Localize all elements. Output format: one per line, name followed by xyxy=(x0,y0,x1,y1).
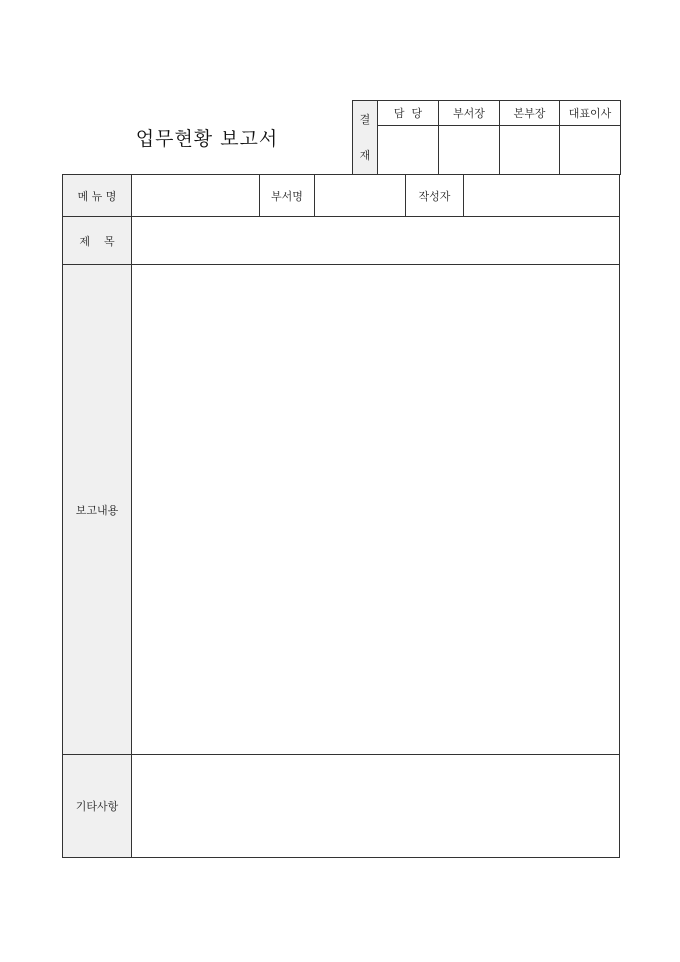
menu-name-label: 메 뉴 명 xyxy=(63,175,132,217)
report-form-table xyxy=(62,174,620,858)
document-title: 업무현황 보고서 xyxy=(135,127,279,150)
subject-field[interactable] xyxy=(132,217,620,265)
menu-name-field[interactable] xyxy=(132,175,260,217)
approval-side-label-top: 결 xyxy=(359,112,371,126)
approval-table xyxy=(352,100,621,175)
subject-label: 제 목 xyxy=(63,217,132,265)
approval-sign-dept-head[interactable] xyxy=(439,126,500,175)
approval-header-ceo: 대표이사 xyxy=(560,101,621,126)
author-field[interactable] xyxy=(464,175,620,217)
approval-sign-division-head[interactable] xyxy=(500,126,560,175)
approval-side-label xyxy=(353,101,378,175)
approval-header-dept-head: 부서장 xyxy=(439,101,500,126)
author-label: 작성자 xyxy=(406,175,464,217)
approval-header-charge: 담 당 xyxy=(378,101,439,126)
other-notes-field[interactable] xyxy=(132,755,620,858)
approval-sign-charge[interactable] xyxy=(378,126,439,175)
report-content-label: 보고내용 xyxy=(63,265,132,755)
approval-side-label-bottom: 재 xyxy=(359,148,371,162)
dept-name-field[interactable] xyxy=(315,175,406,217)
approval-sign-ceo[interactable] xyxy=(560,126,621,175)
report-content-field[interactable] xyxy=(132,265,620,755)
other-notes-label: 기타사항 xyxy=(63,755,132,858)
dept-name-label: 부서명 xyxy=(260,175,315,217)
approval-header-division-head: 본부장 xyxy=(500,101,560,126)
